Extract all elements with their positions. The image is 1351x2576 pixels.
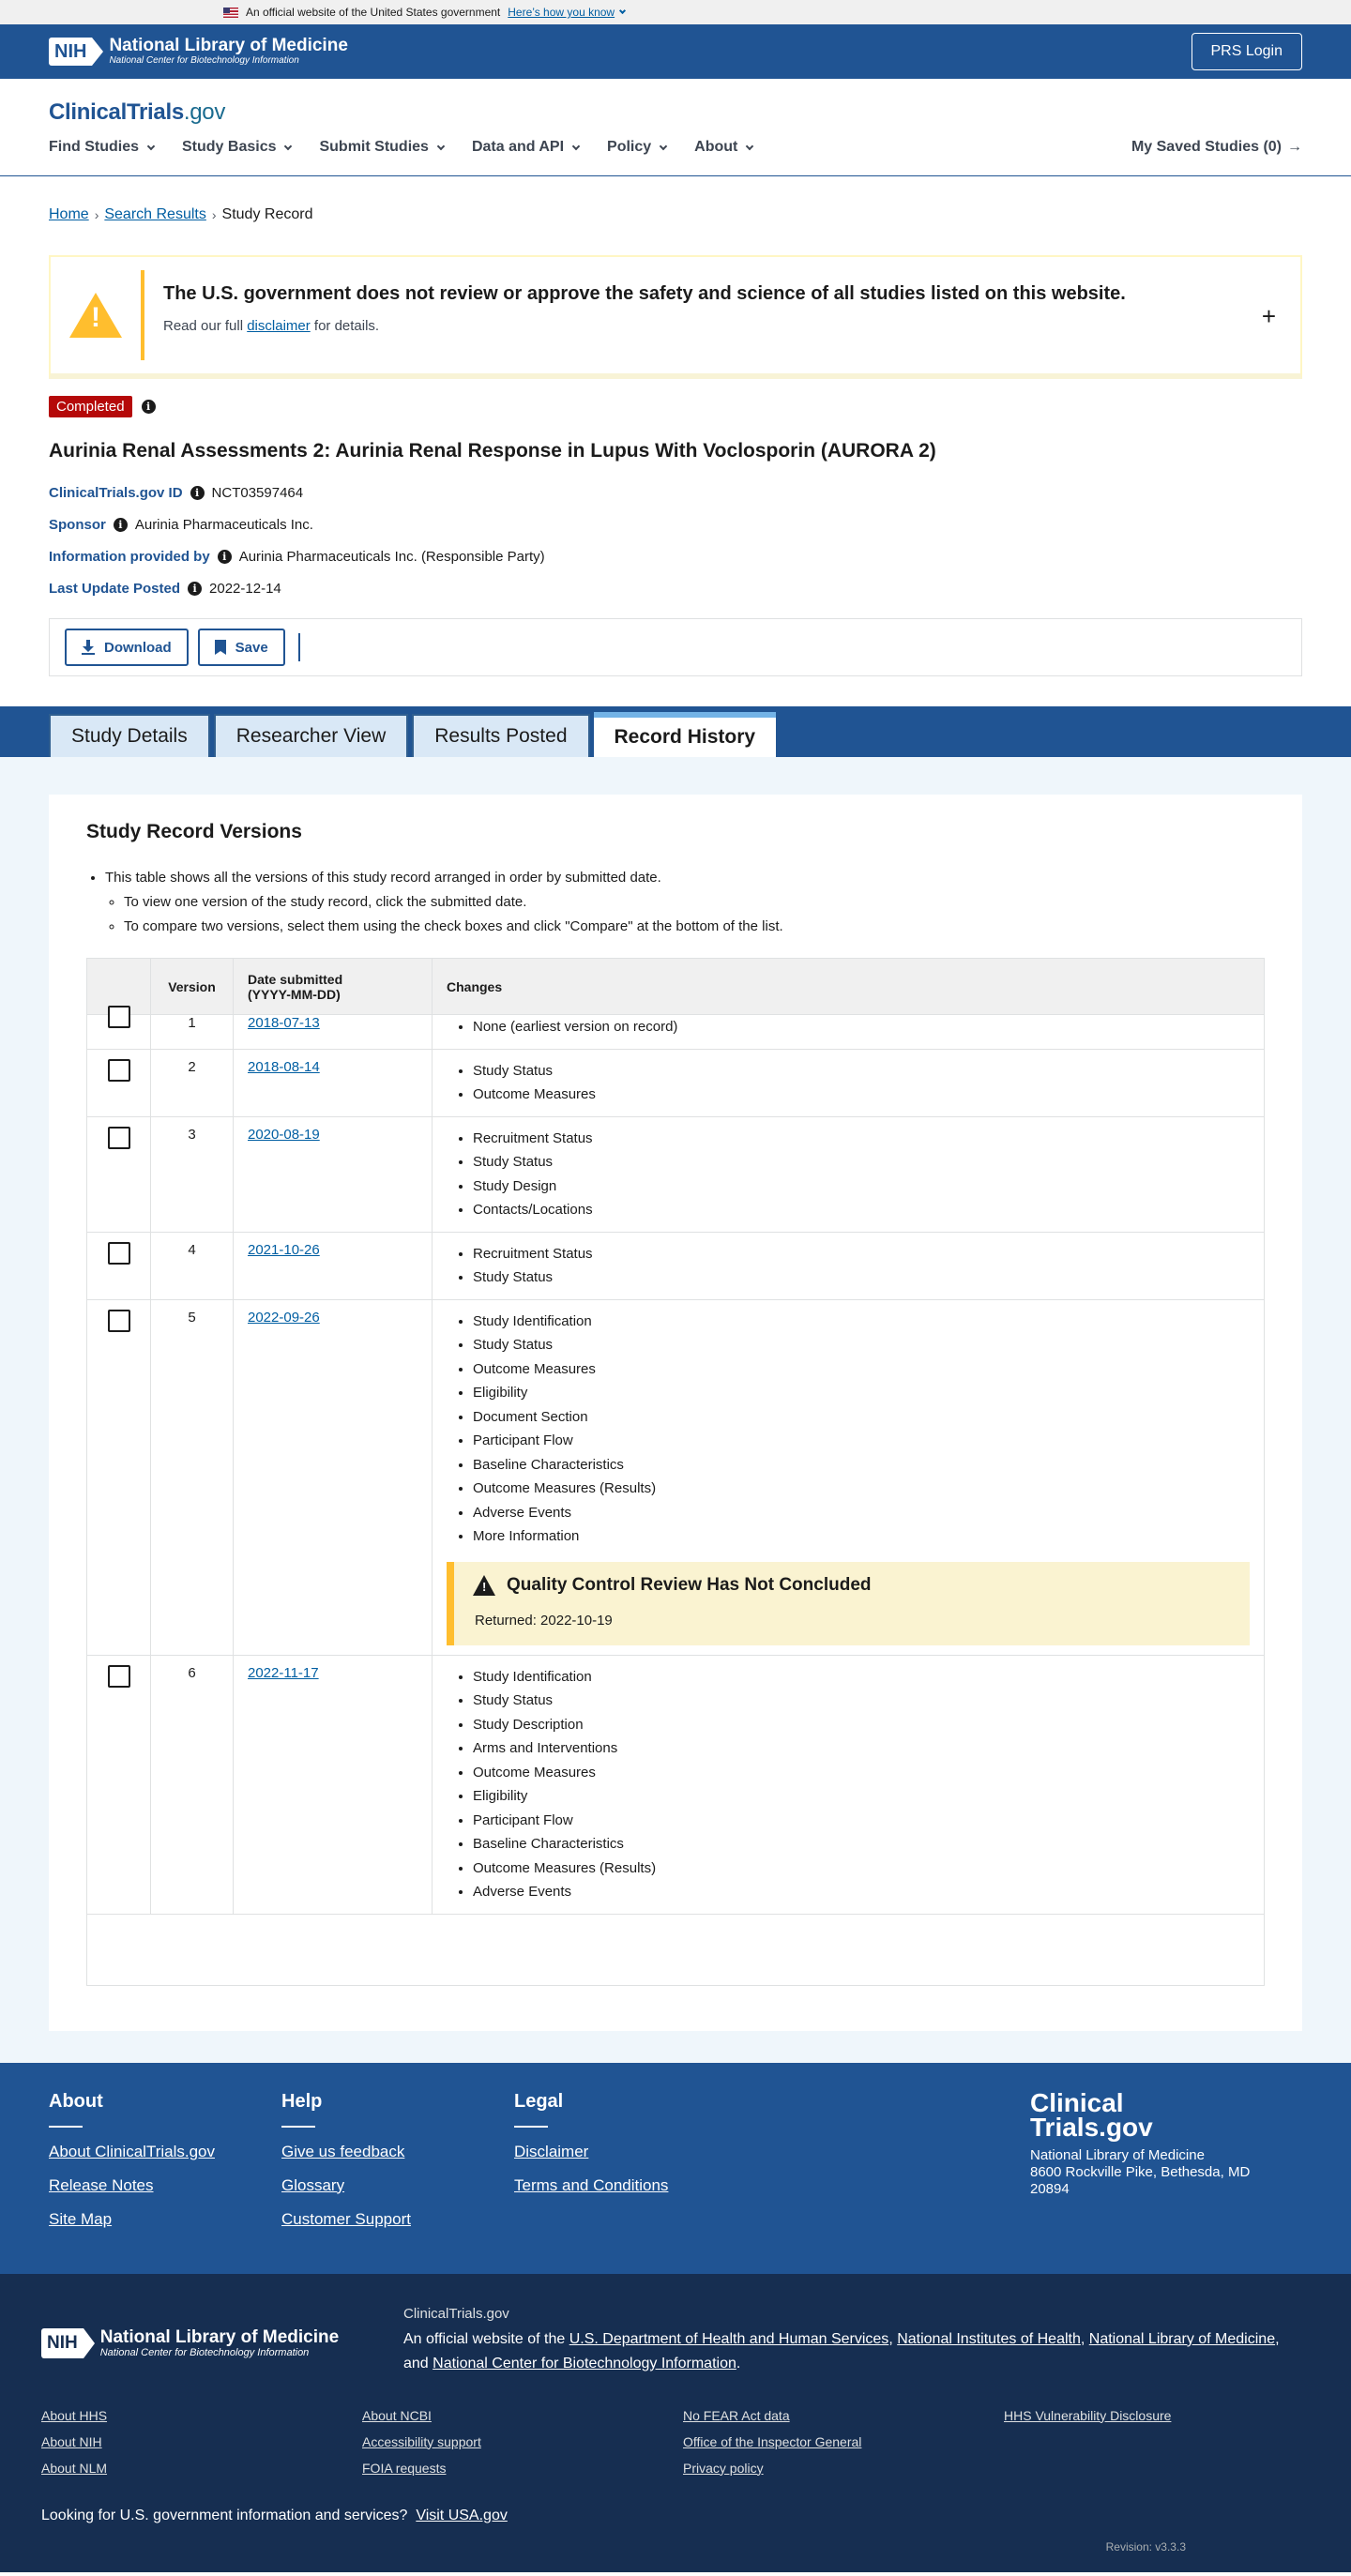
nav-submit-studies[interactable]: Submit Studies xyxy=(319,139,443,156)
versions-table xyxy=(86,958,1265,1986)
chevron-down-icon xyxy=(572,142,580,149)
col-changes: Changes xyxy=(433,959,1265,1015)
footer-bottom-link[interactable]: About NIH xyxy=(41,2433,102,2449)
change-item: • Eligibility xyxy=(473,1784,1250,1809)
change-item: • Participant Flow xyxy=(473,1429,1250,1453)
footer-bottom xyxy=(0,2274,1351,2572)
meta-sponsor: Sponsor i Aurinia Pharmaceuticals Inc. xyxy=(49,516,313,533)
download-icon xyxy=(82,640,95,655)
version-row xyxy=(87,1116,1265,1232)
download-button[interactable]: Download xyxy=(65,629,189,666)
footer-link[interactable]: Customer Support xyxy=(281,2209,411,2228)
meta-nct-id: ClinicalTrials.gov ID i NCT03597464 xyxy=(49,484,304,501)
study-actions-bar xyxy=(49,618,1302,676)
col-version: Version xyxy=(151,959,234,1015)
change-item: • Outcome Measures (Results) xyxy=(473,1856,1250,1881)
tab-results-posted[interactable]: Results Posted xyxy=(412,714,589,757)
bookmark-icon xyxy=(215,640,226,655)
change-item: • None (earliest version on record) xyxy=(473,1015,1250,1039)
footer-link[interactable]: Give us feedback xyxy=(281,2142,405,2160)
info-icon[interactable]: i xyxy=(190,486,205,500)
footer-bottom-link[interactable]: About HHS xyxy=(41,2407,108,2423)
agency-link[interactable]: National Center for Biotechnology Information xyxy=(433,2355,736,2371)
change-item: • Outcome Measures xyxy=(473,1083,1250,1107)
change-item: • Study Status xyxy=(473,1265,1250,1290)
change-item: • Recruitment Status xyxy=(473,1127,1250,1151)
footer-link[interactable]: Release Notes xyxy=(49,2175,154,2194)
footer-address: National Library of Medicine 8600 Rockville Pike, Bethesda, MD 20894 xyxy=(1030,2146,1251,2197)
status-badge: Completed xyxy=(49,396,132,417)
version-number: 5 xyxy=(151,1299,234,1655)
change-item: • Arms and Interventions xyxy=(473,1736,1250,1761)
nav-data-and-api[interactable]: Data and API xyxy=(472,139,579,156)
study-record-versions-card xyxy=(49,795,1302,2031)
change-item: • Contacts/Locations xyxy=(473,1198,1250,1222)
table-footer-row xyxy=(87,1914,1265,1985)
change-item: • Baseline Characteristics xyxy=(473,1832,1250,1856)
change-item: • Outcome Measures xyxy=(473,1357,1250,1382)
gov-banner xyxy=(0,0,1351,24)
actions-divider xyxy=(298,633,300,661)
footer-bottom-link[interactable]: HHS Vulnerability Disclosure xyxy=(1004,2407,1172,2423)
breadcrumb-home[interactable]: Home xyxy=(49,206,89,222)
breadcrumb-current: Study Record xyxy=(221,206,313,222)
version-checkbox[interactable] xyxy=(108,1059,130,1082)
change-item: • Study Identification xyxy=(473,1310,1250,1334)
version-date-link[interactable]: 2022-09-26 xyxy=(248,1309,320,1326)
change-item: • Outcome Measures xyxy=(473,1761,1250,1785)
footer-bottom-link[interactable]: Accessibility support xyxy=(362,2433,481,2449)
version-number: 1 xyxy=(151,1015,234,1050)
nav-policy[interactable]: Policy xyxy=(607,139,666,156)
breadcrumb xyxy=(0,176,1351,233)
tab-study-details[interactable]: Study Details xyxy=(49,714,210,757)
us-flag-icon xyxy=(223,8,238,18)
warning-icon xyxy=(473,1575,495,1596)
record-history-section xyxy=(0,757,1351,2063)
version-date-link[interactable]: 2022-11-17 xyxy=(248,1664,319,1681)
prs-login-button[interactable]: PRS Login xyxy=(1192,33,1303,70)
nih-logo-mark: NIH xyxy=(49,38,103,66)
chevron-down-icon xyxy=(437,142,445,149)
footer-bottom-link[interactable]: Privacy policy xyxy=(683,2460,764,2476)
version-checkbox[interactable] xyxy=(108,1665,130,1688)
nav-find-studies[interactable]: Find Studies xyxy=(49,139,154,156)
info-icon[interactable]: i xyxy=(188,582,202,596)
version-date-link[interactable]: 2020-08-19 xyxy=(248,1126,320,1143)
footer-link[interactable]: Site Map xyxy=(49,2209,113,2228)
version-row xyxy=(87,1655,1265,1914)
breadcrumb-search-results[interactable]: Search Results xyxy=(104,206,206,222)
heres-how-you-know-link[interactable]: Here’s how you know xyxy=(508,6,615,19)
arrow-right-icon: → xyxy=(1287,139,1302,155)
study-title: Aurinia Renal Assessments 2: Aurinia Renal Response in Lupus With Voclosporin (AURORA 2) xyxy=(49,440,936,462)
version-number: 6 xyxy=(151,1655,234,1914)
plus-icon[interactable]: + xyxy=(1261,302,1276,330)
disclaimer-link[interactable]: disclaimer xyxy=(247,318,311,334)
change-item: • Adverse Events xyxy=(473,1501,1250,1525)
site-header xyxy=(0,79,1351,176)
change-item: • Study Design xyxy=(473,1174,1250,1199)
footer-link[interactable]: About ClinicalTrials.gov xyxy=(49,2142,215,2160)
main-nav xyxy=(49,139,1302,156)
version-row xyxy=(87,1015,1265,1050)
footer-bottom-link[interactable]: About NCBI xyxy=(362,2407,432,2423)
warning-icon xyxy=(69,293,122,338)
study-tabs xyxy=(0,706,1351,757)
usa-gov-link[interactable]: Visit USA.gov xyxy=(416,2507,508,2523)
chevron-down-icon xyxy=(619,8,626,14)
chevron-down-icon xyxy=(660,142,667,149)
footer-col-about: About About ClinicalTrials.gov Release Notes Site Map xyxy=(49,2091,281,2244)
footer-nlm-logo[interactable]: NIH National Library of Medicine National Center for Biotechnology Information xyxy=(41,2306,403,2376)
change-item: • Study Status xyxy=(473,1059,1250,1083)
save-button[interactable]: Save xyxy=(198,629,285,666)
chevron-down-icon xyxy=(147,142,155,149)
change-item: • Baseline Characteristics xyxy=(473,1453,1250,1477)
footer-bottom-link[interactable]: About NLM xyxy=(41,2460,108,2476)
change-item: • Participant Flow xyxy=(473,1809,1250,1833)
footer-bottom-link[interactable]: Office of the Inspector General xyxy=(683,2433,862,2449)
footer-bottom-link xyxy=(1004,2434,1325,2449)
info-icon[interactable]: i xyxy=(142,400,156,414)
version-date-link[interactable]: 2021-10-26 xyxy=(248,1241,320,1258)
footer-official-text: An official website of the U.S. Department of Health and Human Services, National Institutes of Health, National Library of Medicine, and National Center for Biotechnology Information. xyxy=(403,2330,1280,2371)
version-checkbox[interactable] xyxy=(108,1127,130,1149)
nav-study-basics[interactable]: Study Basics xyxy=(182,139,291,156)
clinicaltrials-logo[interactable]: ClinicalTrials.gov xyxy=(49,99,226,125)
version-number: 4 xyxy=(151,1232,234,1299)
change-item: • Study Status xyxy=(473,1689,1250,1713)
agency-link[interactable]: U.S. Department of Health and Human Services xyxy=(569,2330,889,2347)
versions-notes: • This table shows all the versions of this study record arranged in order by submitted date. ◦ To view one version of the study record, click the submitted date. ◦ To compare two versions, select them using the check boxes and click "Compare" at the bottom of the list. xyxy=(86,866,1265,939)
version-checkbox[interactable] xyxy=(108,1242,130,1265)
version-number: 2 xyxy=(151,1049,234,1116)
agency-link[interactable]: National Institutes of Health xyxy=(897,2330,1081,2347)
agency-link[interactable]: National Library of Medicine xyxy=(1088,2330,1276,2347)
change-item: • Outcome Measures (Results) xyxy=(473,1477,1250,1501)
footer-bottom-links xyxy=(41,2408,1310,2476)
info-icon[interactable]: i xyxy=(114,518,128,532)
change-item: • Adverse Events xyxy=(473,1880,1250,1904)
chevron-down-icon xyxy=(746,142,753,149)
change-item: • Study Status xyxy=(473,1150,1250,1174)
version-date-link[interactable]: 2018-08-14 xyxy=(248,1058,320,1075)
footer-ct-small: ClinicalTrials.gov xyxy=(403,2305,509,2322)
footer-ct-logo: Clinical Trials.gov National Library of Medicine 8600 Rockville Pike, Bethesda, MD 20894 xyxy=(1030,2091,1268,2198)
version-row xyxy=(87,1049,1265,1116)
change-item: • Study Description xyxy=(473,1713,1250,1737)
change-item: • Study Status xyxy=(473,1333,1250,1357)
footer-link[interactable]: Glossary xyxy=(281,2175,345,2194)
change-item: • More Information xyxy=(473,1524,1250,1549)
qc-review-alert: ! Quality Control Review Has Not Concluded Returned: 2022-10-19 xyxy=(447,1562,1250,1645)
version-checkbox[interactable] xyxy=(108,1310,130,1332)
version-row xyxy=(87,1232,1265,1299)
meta-last-update: Last Update Posted i 2022-12-14 xyxy=(49,580,281,597)
my-saved-studies-link[interactable]: My Saved Studies (0) → xyxy=(1131,139,1302,155)
chevron-right-icon: › xyxy=(94,207,99,222)
disclaimer-alert xyxy=(49,255,1302,379)
chevron-down-icon xyxy=(284,142,292,149)
footer-link[interactable]: Disclaimer xyxy=(514,2142,589,2160)
footer-bottom-link[interactable]: FOIA requests xyxy=(362,2460,447,2476)
change-item: • Study Identification xyxy=(473,1665,1250,1690)
nlm-title: National Library of Medicine xyxy=(109,36,348,55)
change-item: • Eligibility xyxy=(473,1381,1250,1405)
tab-researcher-view[interactable]: Researcher View xyxy=(214,714,409,757)
version-date-link[interactable]: 2018-07-13 xyxy=(248,1015,320,1031)
nlm-logo[interactable] xyxy=(49,37,348,67)
version-row xyxy=(87,1299,1265,1655)
study-summary xyxy=(0,379,1351,596)
versions-heading: Study Record Versions xyxy=(86,821,302,842)
col-date: Date submitted (YYYY-MM-DD) xyxy=(234,959,433,1015)
site-footer xyxy=(0,2063,1351,2274)
info-icon[interactable]: i xyxy=(218,550,232,564)
alert-heading: The U.S. government does not review or approve the safety and science of all studies listed on this website. xyxy=(163,283,1126,304)
revision: Revision: v3.3.3 xyxy=(1105,2539,1186,2553)
footer-link[interactable]: Terms and Conditions xyxy=(514,2175,669,2194)
change-item: • Document Section xyxy=(473,1405,1250,1430)
nih-header xyxy=(0,24,1351,79)
ncbi-subtitle: National Center for Biotechnology Information xyxy=(109,55,299,66)
alert-text: Read our full disclaimer for details. xyxy=(163,318,380,334)
footer-col-legal: Legal Disclaimer Terms and Conditions xyxy=(514,2091,747,2244)
gov-banner-text: An official website of the United States government xyxy=(246,6,501,19)
meta-info-provided-by: Information provided by i Aurinia Pharmaceuticals Inc. (Responsible Party) xyxy=(49,548,545,565)
usa-gov-line: Looking for U.S. government information and services? Visit USA.gov xyxy=(41,2507,508,2523)
nav-about[interactable]: About xyxy=(694,139,752,156)
change-item: • Recruitment Status xyxy=(473,1242,1250,1266)
chevron-right-icon: › xyxy=(211,207,217,222)
footer-bottom-link xyxy=(1004,2461,1325,2476)
version-checkbox[interactable] xyxy=(108,1006,130,1028)
footer-col-help: Help Give us feedback Glossary Customer Support xyxy=(281,2091,514,2244)
version-number: 3 xyxy=(151,1116,234,1232)
footer-bottom-link[interactable]: No FEAR Act data xyxy=(683,2407,790,2423)
tab-record-history[interactable]: Record History xyxy=(594,712,777,757)
